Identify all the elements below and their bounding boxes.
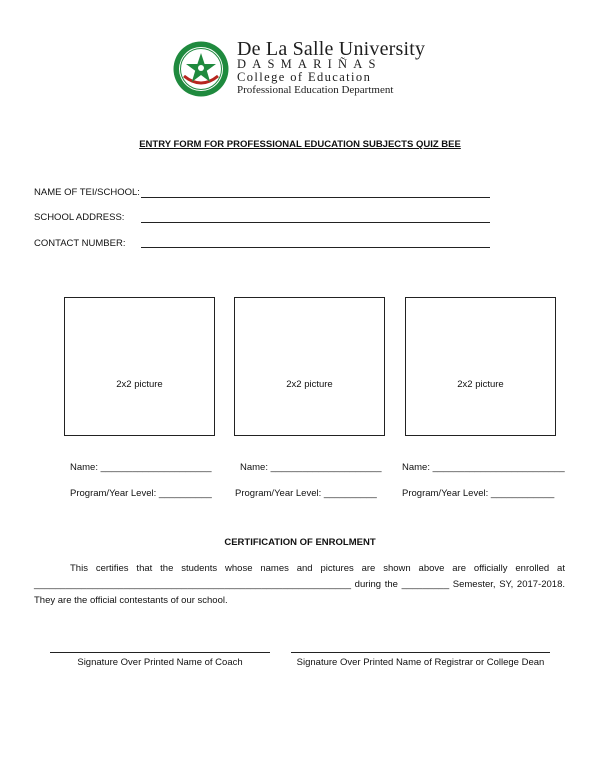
campus-name: DASMARIÑAS	[237, 57, 382, 71]
school-address-line[interactable]	[141, 222, 490, 223]
photo-box-1	[64, 297, 215, 436]
student-2-program: Program/Year Level: __________	[235, 488, 377, 499]
school-address-label: SCHOOL ADDRESS:	[34, 212, 125, 223]
photo-placeholder-label: 2x2 picture	[286, 379, 333, 390]
school-name-label: NAME OF TEI/SCHOOL:	[34, 187, 140, 198]
certification-text: This certifies that the students whose names and pictures are shown above are officially enrolled at ____________________________________________________________ during the _________ Semester, SY, 2017-2018. They are the official contestants of our school.	[34, 563, 565, 606]
university-name: De La Salle University	[237, 38, 426, 60]
photo-placeholder-label: 2x2 picture	[116, 379, 163, 390]
photo-box-2	[234, 297, 385, 436]
student-3-name: Name: _________________________	[402, 462, 565, 473]
certification-title: CERTIFICATION OF ENROLMENT	[224, 537, 376, 548]
university-seal-logo	[172, 40, 230, 98]
certification-paragraph	[34, 561, 565, 609]
photo-box-3	[405, 297, 556, 436]
department-name: Professional Education Department	[237, 84, 394, 96]
contact-number-label: CONTACT NUMBER:	[34, 238, 126, 249]
student-2-name: Name: _____________________	[240, 462, 382, 473]
student-3-program: Program/Year Level: ____________	[402, 488, 555, 499]
student-1-program: Program/Year Level: __________	[70, 488, 212, 499]
registrar-signature-line[interactable]	[291, 652, 550, 653]
photo-placeholder-label: 2x2 picture	[457, 379, 504, 390]
contact-number-line[interactable]	[141, 247, 490, 248]
coach-signature-line[interactable]	[50, 652, 270, 653]
coach-signature-label: Signature Over Printed Name of Coach	[77, 657, 243, 668]
registrar-signature-label: Signature Over Printed Name of Registrar or College Dean	[296, 657, 545, 668]
school-name-line[interactable]	[141, 197, 490, 198]
form-title: ENTRY FORM FOR PROFESSIONAL EDUCATION SUBJECTS QUIZ BEE	[139, 139, 461, 150]
student-1-name: Name: _____________________	[70, 462, 212, 473]
college-name: College of Education	[237, 70, 372, 84]
